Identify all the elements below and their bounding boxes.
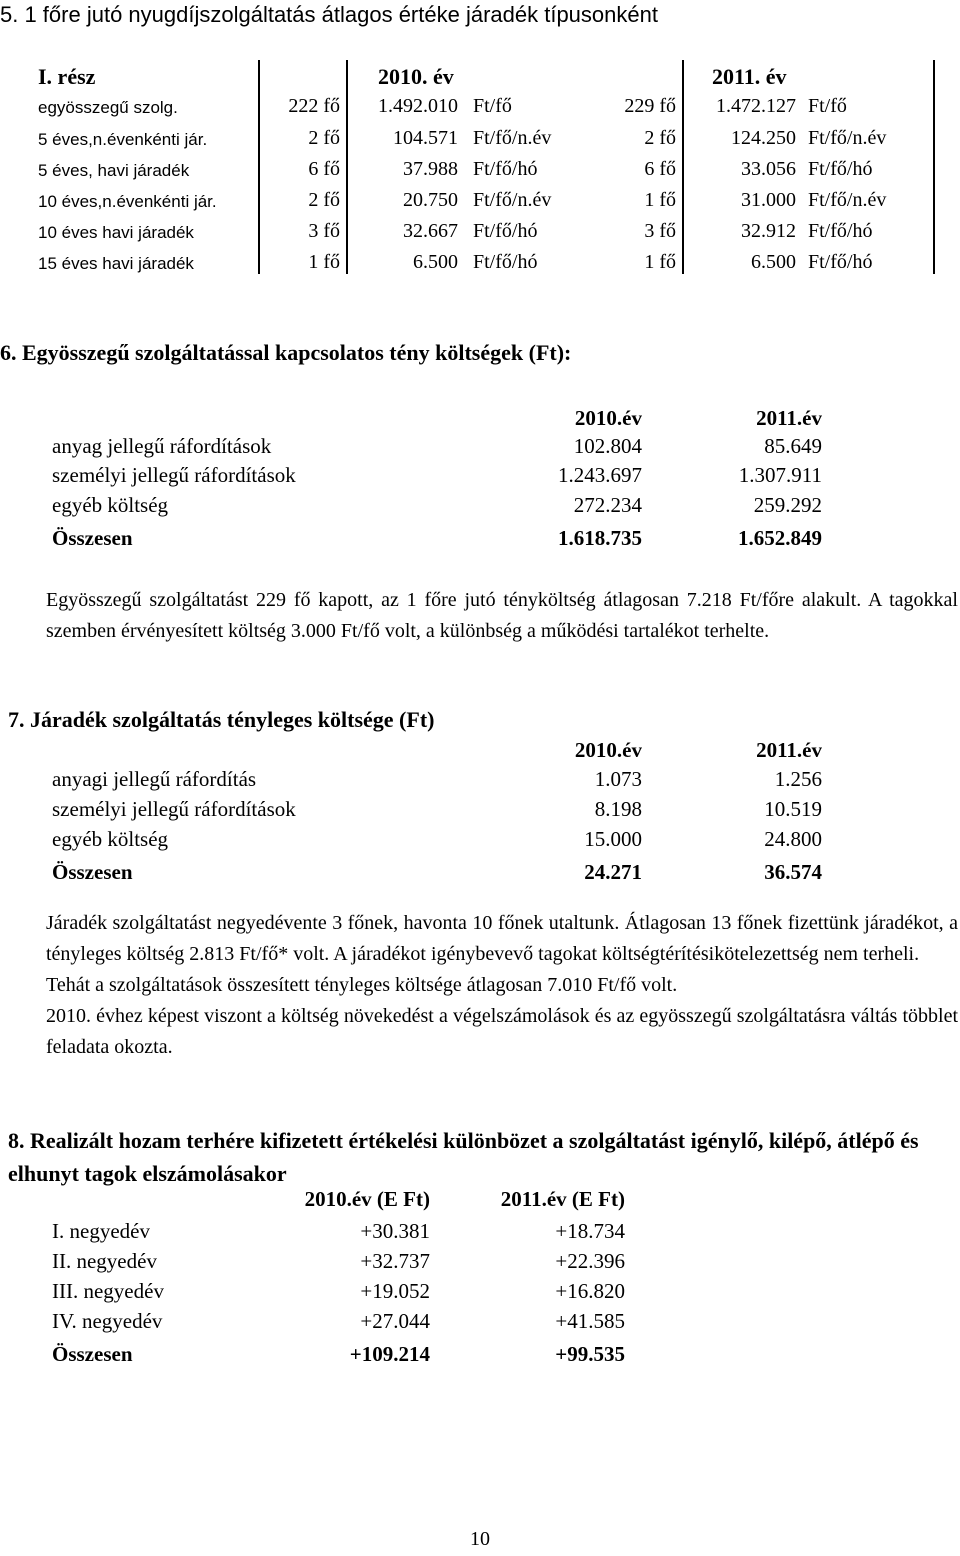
row-label: egyéb költség bbox=[52, 827, 169, 851]
total-label: Összesen bbox=[52, 526, 133, 550]
page-number: 10 bbox=[470, 1528, 490, 1550]
value-2011: +99.535 bbox=[555, 1342, 625, 1366]
value-2011: 1.472.127 bbox=[716, 95, 796, 117]
part-label: I. rész bbox=[38, 64, 96, 89]
value-2011: 10.519 bbox=[764, 797, 822, 821]
value-2010: 6.500 bbox=[413, 251, 458, 273]
value-2010: 37.988 bbox=[403, 158, 458, 180]
table-divider bbox=[346, 60, 348, 274]
unit-2011: Ft/fő/hó bbox=[808, 220, 873, 242]
value-2010: 32.667 bbox=[403, 220, 458, 242]
value-2011: +18.734 bbox=[555, 1219, 625, 1243]
value-2010: +30.381 bbox=[360, 1219, 430, 1243]
headcount-2011: 3 fő bbox=[644, 220, 676, 242]
value-2010: 104.571 bbox=[393, 127, 458, 149]
unit-2010: Ft/fő/n.év bbox=[473, 189, 552, 211]
paragraph-text: 2010. évhez képest viszont a költség növekedést a végelszámolások és az egyösszegű szolgáltatásra váltás többlet feladata okozta. bbox=[46, 1005, 958, 1058]
table-divider bbox=[682, 60, 684, 274]
unit-2010: Ft/fő/hó bbox=[473, 251, 538, 273]
col-2010-header: 2010.év bbox=[574, 406, 642, 430]
row-label: anyagi jellegű ráfordítás bbox=[52, 767, 257, 791]
value-2010: +27.044 bbox=[360, 1309, 430, 1333]
value-2011: 36.574 bbox=[764, 860, 822, 884]
row-label: egyösszegű szolg. bbox=[38, 98, 178, 117]
col-2011-header: 2011.év bbox=[756, 738, 822, 762]
headcount-2010: 3 fő bbox=[308, 220, 340, 242]
unit-2011: Ft/fő bbox=[808, 95, 847, 117]
headcount-2011: 1 fő bbox=[644, 251, 676, 273]
unit-2011: Ft/fő/hó bbox=[808, 158, 873, 180]
row-label: 5 éves,n.évenkénti jár. bbox=[38, 130, 208, 149]
section8-title: 8. Realizált hozam terhére kifizetett értékelési különbözet a szolgáltatást igénylő, kilépő, átlépő és elhunyt tagok elszámolásakor bbox=[8, 1128, 919, 1186]
row-label: 15 éves havi járadék bbox=[38, 254, 194, 273]
section6-paragraph bbox=[46, 585, 958, 647]
section7-title: 7. Járadék szolgáltatás tényleges költsége (Ft) bbox=[8, 707, 435, 732]
value-2011: 124.250 bbox=[731, 127, 796, 149]
row-label: személyi jellegű ráfordítások bbox=[52, 463, 296, 487]
value-2010: 1.243.697 bbox=[558, 463, 642, 487]
value-2010: 8.198 bbox=[594, 797, 642, 821]
headcount-2011: 2 fő bbox=[644, 127, 676, 149]
unit-2011: Ft/fő/hó bbox=[808, 251, 873, 273]
year-2011-header: 2011. év bbox=[712, 64, 787, 89]
headcount-2011: 6 fő bbox=[644, 158, 676, 180]
headcount-2010: 1 fő bbox=[308, 251, 340, 273]
section7-paragraphs bbox=[46, 908, 958, 1063]
col-2011-header: 2011.év (E Ft) bbox=[500, 1187, 625, 1211]
row-label: egyéb költség bbox=[52, 493, 169, 517]
unit-2011: Ft/fő/n.év bbox=[808, 189, 887, 211]
row-label: személyi jellegű ráfordítások bbox=[52, 797, 296, 821]
value-2010: 1.618.735 bbox=[558, 526, 642, 550]
value-2010: 20.750 bbox=[403, 189, 458, 211]
section6-title: 6. Egyösszegű szolgáltatással kapcsolatos tény költségek (Ft): bbox=[0, 340, 572, 365]
value-2010: 1.492.010 bbox=[378, 95, 458, 117]
headcount-2011: 229 fő bbox=[624, 95, 676, 117]
value-2011: +41.585 bbox=[555, 1309, 625, 1333]
value-2011: 1.652.849 bbox=[738, 526, 822, 550]
row-label: IV. negyedév bbox=[52, 1309, 163, 1333]
row-label: anyag jellegű ráfordítások bbox=[52, 434, 272, 458]
value-2010: +109.214 bbox=[349, 1342, 430, 1366]
unit-2010: Ft/fő/hó bbox=[473, 158, 538, 180]
year-2010-header: 2010. év bbox=[378, 64, 454, 89]
paragraph-text: Járadék szolgáltatást negyedévente 3 főnek, havonta 10 főnek utaltunk. Átlagosan 13 főnek fizettünk járadékot, a tényleges költség 2.813 Ft/fő* volt. A járadékot igénybevevő tagokat költségtérítésikötelezettség nem terheli. bbox=[46, 912, 958, 965]
total-label: Összesen bbox=[52, 860, 133, 884]
unit-2010: Ft/fő bbox=[473, 95, 512, 117]
section5-title: 5. 1 főre jutó nyugdíjszolgáltatás átlagos értéke járadék típusonként bbox=[0, 2, 658, 27]
row-label: 10 éves havi járadék bbox=[38, 223, 194, 242]
value-2011: 6.500 bbox=[751, 251, 796, 273]
headcount-2010: 2 fő bbox=[308, 127, 340, 149]
value-2010: 102.804 bbox=[573, 434, 642, 458]
paragraph-text: Tehát a szolgáltatások összesített tényleges költsége átlagosan 7.010 Ft/fő volt. bbox=[46, 974, 678, 996]
row-label: III. negyedév bbox=[52, 1279, 164, 1303]
value-2011: +22.396 bbox=[555, 1249, 625, 1273]
value-2011: 1.256 bbox=[774, 767, 822, 791]
value-2011: 31.000 bbox=[741, 189, 796, 211]
value-2011: +16.820 bbox=[555, 1279, 625, 1303]
unit-2011: Ft/fő/n.év bbox=[808, 127, 887, 149]
value-2010: 24.271 bbox=[584, 860, 642, 884]
value-2010: 15.000 bbox=[584, 827, 642, 851]
headcount-2010: 222 fő bbox=[288, 95, 340, 117]
value-2010: 1.073 bbox=[594, 767, 642, 791]
table-divider bbox=[933, 60, 935, 274]
headcount-2010: 2 fő bbox=[308, 189, 340, 211]
row-label: 5 éves, havi járadék bbox=[38, 161, 190, 180]
value-2011: 33.056 bbox=[741, 158, 796, 180]
value-2010: +19.052 bbox=[360, 1279, 430, 1303]
value-2010: 272.234 bbox=[573, 493, 642, 517]
total-label: Összesen bbox=[52, 1342, 133, 1366]
paragraph-text: Egyösszegű szolgáltatást 229 fő kapott, az 1 főre jutó tényköltség átlagosan 7.218 Ft/főre alakult. A tagokkal szemben érvényesített költség 3.000 Ft/fő volt, a különbség a működési tartalékot terhelte. bbox=[46, 589, 958, 642]
headcount-2011: 1 fő bbox=[644, 189, 676, 211]
headcount-2010: 6 fő bbox=[308, 158, 340, 180]
unit-2010: Ft/fő/hó bbox=[473, 220, 538, 242]
table-divider bbox=[258, 60, 260, 274]
value-2011: 32.912 bbox=[741, 220, 796, 242]
unit-2010: Ft/fő/n.év bbox=[473, 127, 552, 149]
value-2011: 24.800 bbox=[764, 827, 822, 851]
col-2010-header: 2010.év (E Ft) bbox=[304, 1187, 430, 1211]
row-label: 10 éves,n.évenkénti jár. bbox=[38, 192, 217, 211]
row-label: II. negyedév bbox=[52, 1249, 157, 1273]
value-2011: 1.307.911 bbox=[738, 463, 822, 487]
value-2011: 85.649 bbox=[764, 434, 822, 458]
col-2011-header: 2011.év bbox=[756, 406, 822, 430]
col-2010-header: 2010.év bbox=[574, 738, 642, 762]
value-2010: +32.737 bbox=[360, 1249, 430, 1273]
value-2011: 259.292 bbox=[753, 493, 822, 517]
row-label: I. negyedév bbox=[52, 1219, 150, 1243]
